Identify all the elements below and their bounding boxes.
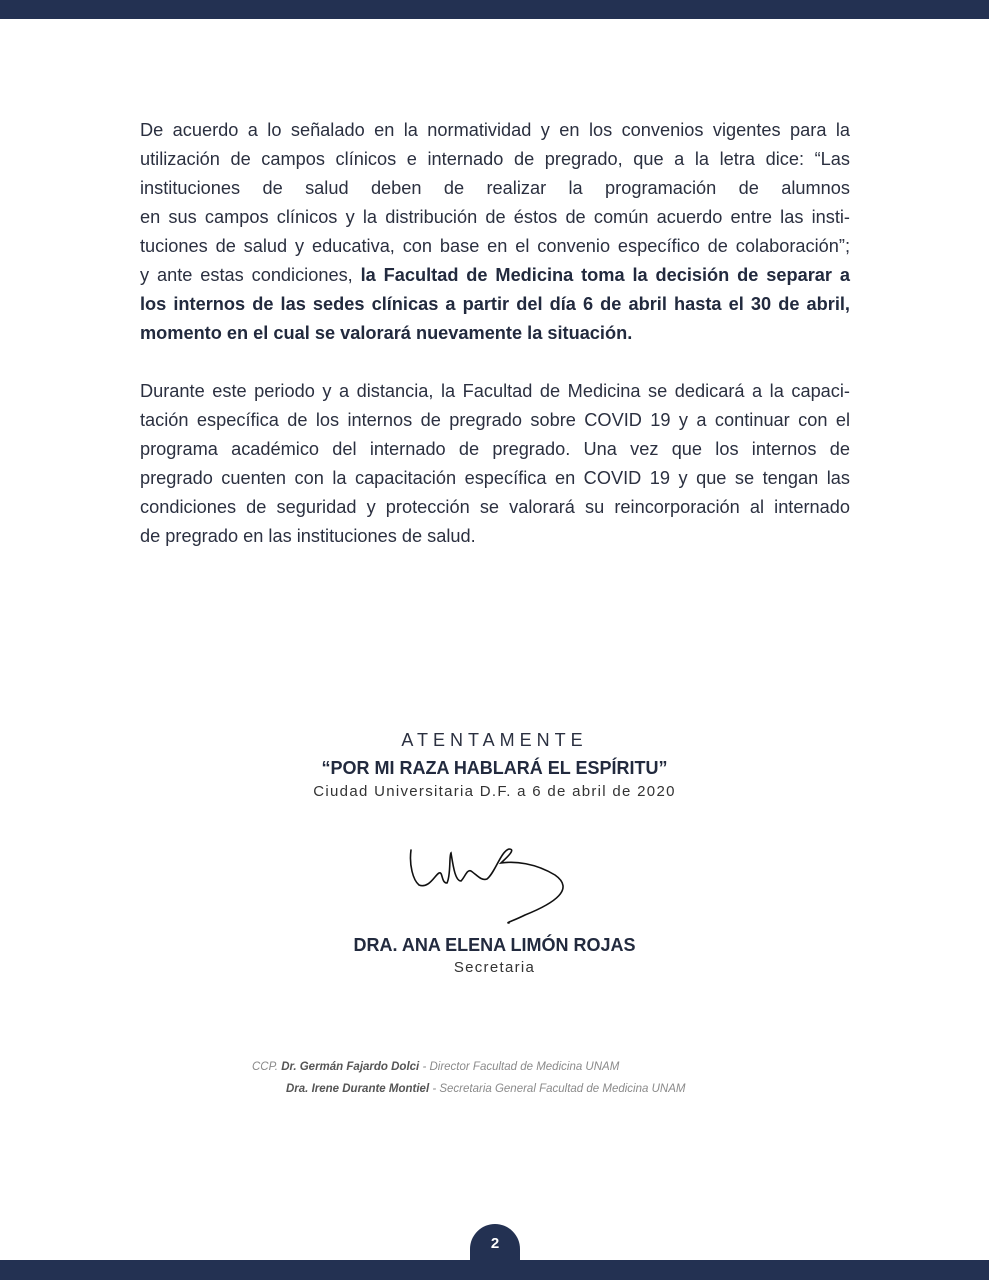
- text: Durante este periodo y a distancia, la Facultad de Medicina se dedicará a la capaci-: [140, 381, 850, 401]
- header-bar: [0, 0, 989, 19]
- text-line: [140, 377, 850, 406]
- text: pregrado cuenten con la capacitación específica en COVID 19 y que se tengan las: [140, 468, 850, 488]
- text: programa académico del internado de pregrado. Una vez que los internos de: [140, 439, 850, 459]
- ccp-name: Dra. Irene Durante Montiel: [286, 1083, 430, 1095]
- ccp-name: Dr. Germán Fajardo Dolci: [281, 1061, 420, 1073]
- ccp-prefix: CCP.: [252, 1061, 278, 1073]
- text-line: [140, 406, 850, 435]
- signer-name: DRA. ANA ELENA LIMÓN ROJAS: [353, 935, 636, 955]
- bold-text: los internos de las sedes clínicas a partir del día 6 de abril hasta el 30 de abril,: [140, 294, 850, 314]
- signer-title: Secretaria: [453, 959, 536, 976]
- text-line: [140, 493, 850, 522]
- text-line: [140, 522, 850, 551]
- text: y ante estas condiciones,: [140, 265, 361, 285]
- text-line: [140, 261, 850, 290]
- bold-text: momento en el cual se valorará nuevamente la situación.: [140, 323, 633, 343]
- paragraph-1: [140, 116, 850, 348]
- ccp-line-2: [286, 1083, 685, 1095]
- signature: [405, 845, 585, 930]
- text: de pregrado en las instituciones de salud.: [140, 526, 476, 546]
- text-line: [140, 232, 850, 261]
- text: utilización de campos clínicos e internado de pregrado, que a la letra dice: “Las: [140, 149, 850, 169]
- closing-atentamente: ATENTAMENTE: [401, 730, 588, 750]
- text-line: [140, 203, 850, 232]
- text-line: [140, 290, 850, 319]
- text-line: [140, 116, 850, 145]
- text-line: [140, 464, 850, 493]
- closing-motto: “POR MI RAZA HABLARÁ EL ESPÍRITU”: [321, 758, 668, 778]
- text: condiciones de seguridad y protección se valorará su reincorporación al internado: [140, 497, 850, 517]
- place-date: Ciudad Universitaria D.F. a 6 de abril de 2020: [313, 783, 676, 800]
- ccp-role: - Director Facultad de Medicina UNAM: [419, 1061, 620, 1073]
- text: instituciones de salud deben de realizar la programación de alumnos: [140, 178, 850, 198]
- text-line: [140, 435, 850, 464]
- text: De acuerdo a lo señalado en la normatividad y en los convenios vigentes para la: [140, 120, 850, 140]
- text: tuciones de salud y educativa, con base en el convenio específico de colaboración”;: [140, 236, 850, 256]
- text-line: [140, 145, 850, 174]
- text: en sus campos clínicos y la distribución de éstos de común acuerdo entre las insti-: [140, 207, 850, 227]
- text-line: [140, 174, 850, 203]
- paragraph-2: [140, 377, 850, 551]
- ccp-role: - Secretaria General Facultad de Medicina UNAM: [429, 1083, 686, 1095]
- ccp-line-1: [252, 1061, 619, 1073]
- bold-text: la Facultad de Medicina toma la decisión de separar a: [360, 265, 850, 285]
- text-line: [140, 319, 850, 348]
- page-number: 2: [470, 1224, 520, 1264]
- footer-bar: [0, 1260, 989, 1280]
- text: tación específica de los internos de pregrado sobre COVID 19 y a continuar con el: [140, 410, 850, 430]
